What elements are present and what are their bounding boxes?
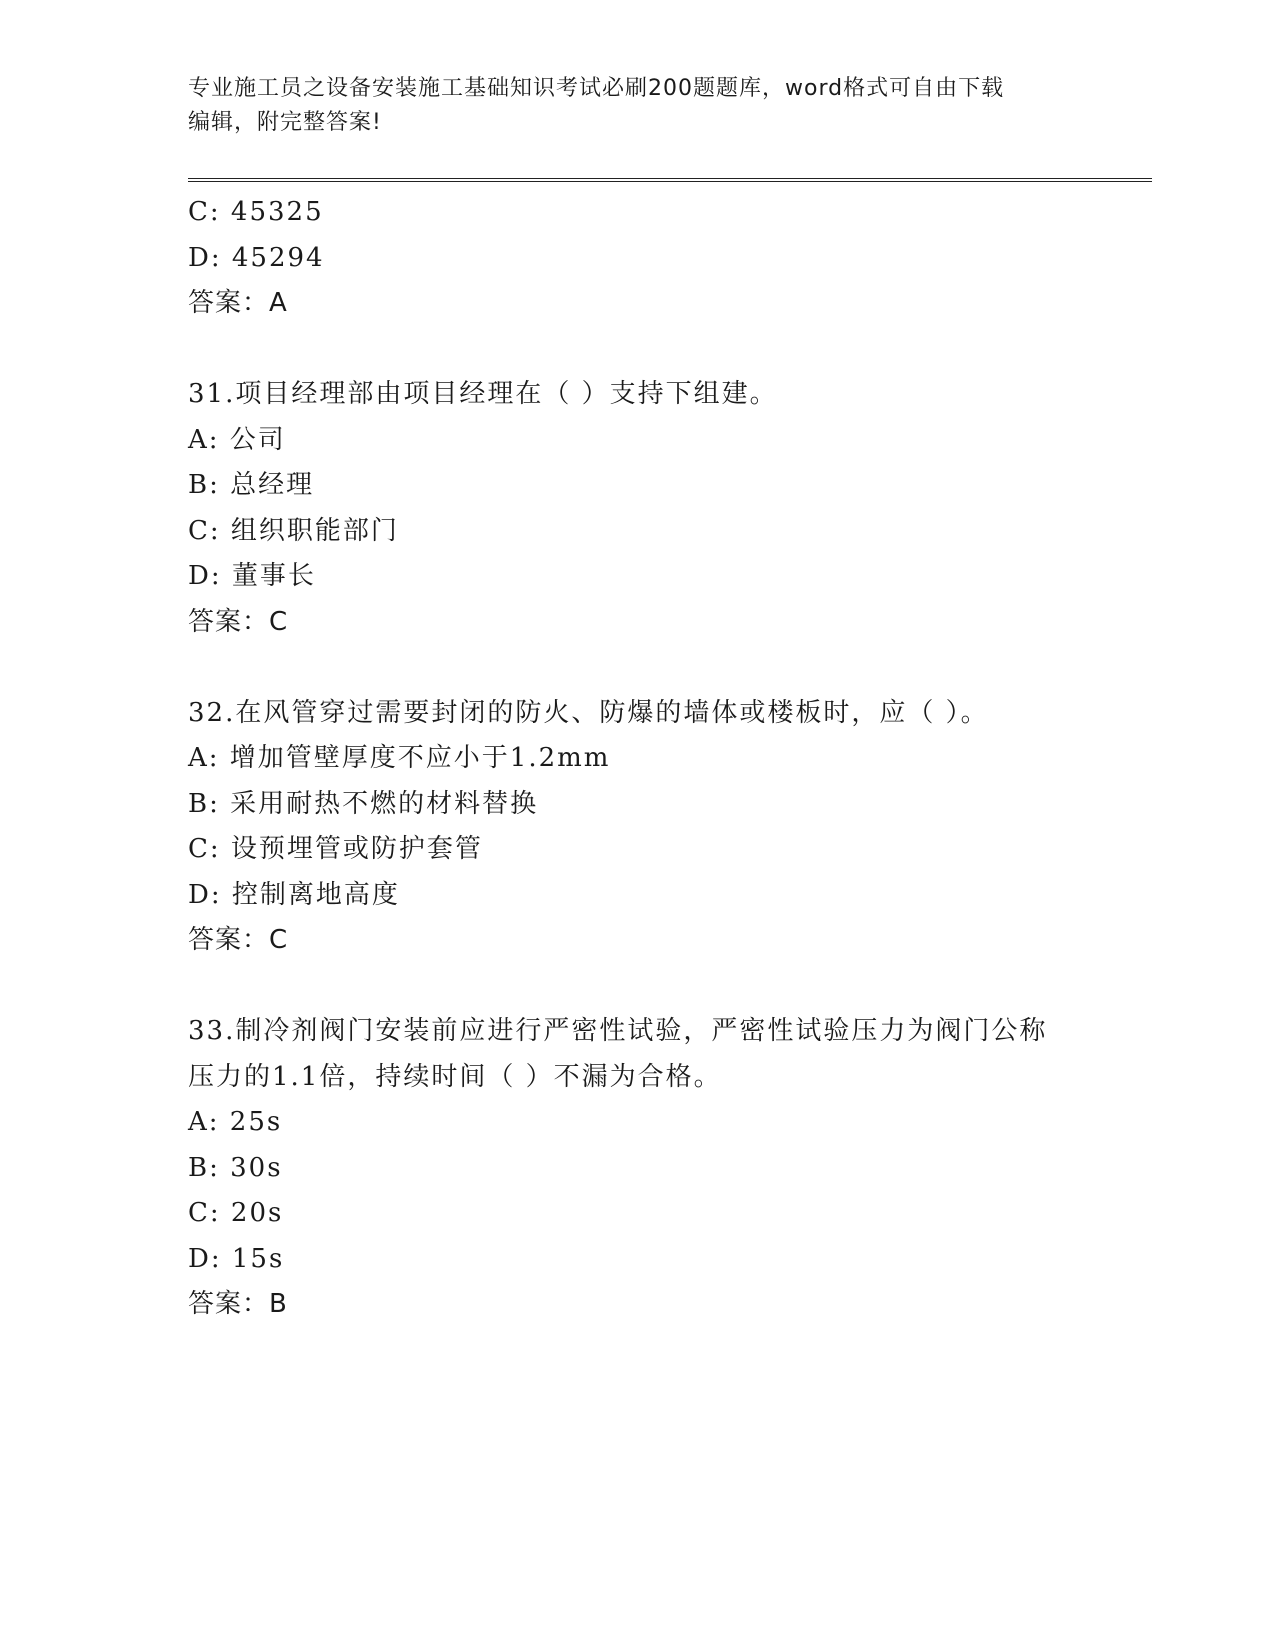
question-stem: 32.在风管穿过需要封闭的防火、防爆的墙体或楼板时，应（ ）。 bbox=[188, 697, 989, 728]
option-b: B: 30s bbox=[188, 1152, 283, 1183]
question-33 bbox=[188, 1009, 1088, 1328]
answer-line: 答案：B bbox=[188, 1289, 288, 1319]
answer-line: 答案：C bbox=[188, 925, 289, 955]
answer-line: 答案：C bbox=[188, 606, 289, 637]
option-c: C: 20s bbox=[188, 1198, 284, 1228]
header-title-line-2: 编辑，附完整答案! bbox=[188, 110, 382, 135]
header-divider bbox=[188, 178, 1152, 182]
option-d: D: 董事长 bbox=[188, 561, 316, 591]
spacer bbox=[188, 964, 1088, 1010]
spacer bbox=[188, 327, 1088, 373]
question-32 bbox=[188, 691, 1088, 964]
option-d: D: 控制离地高度 bbox=[188, 879, 400, 910]
question-stem: 31.项目经理部由项目经理在（ ）支持下组建。 bbox=[188, 379, 778, 409]
question-stem-line-1: 33.制冷剂阀门安装前应进行严密性试验，严密性试验压力为阀门公称 bbox=[188, 1016, 1048, 1046]
option-c: C: 组织职能部门 bbox=[188, 515, 399, 546]
previous-question-tail bbox=[188, 190, 1088, 327]
option-b: B: 采用耐热不燃的材料替换 bbox=[188, 788, 539, 819]
question-stem-line-2: 压力的1.1倍，持续时间（ ）不漏为合格。 bbox=[188, 1061, 722, 1092]
option-d: D: 15s bbox=[188, 1243, 285, 1274]
page-header bbox=[188, 72, 1088, 140]
option-b: B: 总经理 bbox=[188, 470, 315, 500]
question-31 bbox=[188, 372, 1088, 645]
option-c: C: 45325 bbox=[188, 197, 324, 227]
option-a: A: 增加管壁厚度不应小于1.2mm bbox=[188, 743, 611, 773]
spacer bbox=[188, 645, 1088, 691]
option-a: A: 25s bbox=[188, 1107, 283, 1137]
option-a: A: 公司 bbox=[188, 424, 286, 455]
option-c: C: 设预埋管或防护套管 bbox=[188, 834, 483, 864]
document-body bbox=[188, 190, 1088, 1328]
option-d: D: 45294 bbox=[188, 242, 325, 273]
header-title-line-1: 专业施工员之设备安装施工基础知识考试必刷200题题库，word格式可自由下载 bbox=[188, 76, 1005, 101]
answer-line: 答案：A bbox=[188, 288, 288, 318]
